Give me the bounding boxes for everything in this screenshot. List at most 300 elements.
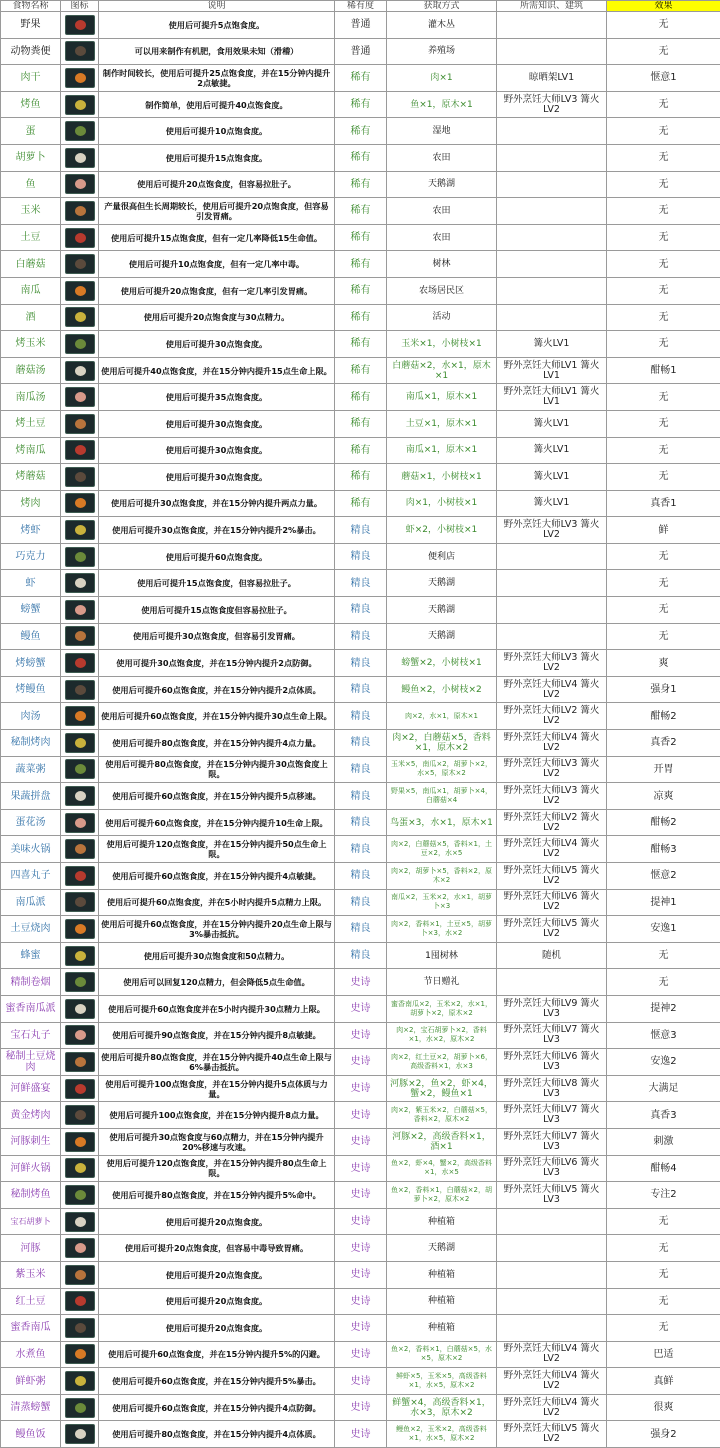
berry-icon — [65, 15, 95, 35]
food-description: 使用后可提升30点饱食度，并在15分钟内提升两点力量。 — [99, 490, 335, 517]
food-icon-cell — [61, 969, 99, 996]
knowledge-cell — [497, 1261, 607, 1288]
table-row — [1, 1182, 720, 1209]
rarity-label: 史诗 — [335, 969, 387, 996]
food-name: 鳗鱼饭 — [1, 1421, 61, 1448]
effect-cell: 大满足 — [607, 1075, 720, 1102]
source-cell: 南瓜×1，原木×1 — [387, 384, 497, 411]
knowledge-cell: 野外烹饪大师LV1 篝火LV1 — [497, 384, 607, 411]
food-icon-cell — [61, 676, 99, 703]
food-icon-cell — [61, 490, 99, 517]
effect-cell: 提神2 — [607, 995, 720, 1022]
table-row — [1, 889, 720, 916]
header-icon: 图标 — [61, 1, 99, 12]
potato-icon — [65, 228, 95, 248]
source-cell: 鱼×2，香料×1，白蘑菇×2，胡萝卜×2，原木×2 — [387, 1182, 497, 1209]
source-cell: 河豚×2，高级香料×1，酒×1 — [387, 1128, 497, 1155]
food-description: 使用后可提升120点饱食度，并在15分钟内提升50点生命上限。 — [99, 836, 335, 863]
knowledge-cell: 野外烹饪大师LV6 篝火LV3 — [497, 1155, 607, 1182]
header-desc: 说明 — [99, 1, 335, 12]
roasted-eel-icon — [65, 680, 95, 700]
food-description: 使用后可提升100点饱食度，并在15分钟内提升8点力量。 — [99, 1102, 335, 1129]
knowledge-cell: 篝火LV1 — [497, 437, 607, 464]
effect-cell: 无 — [607, 91, 720, 118]
food-icon-cell — [61, 1315, 99, 1342]
rarity-label: 史诗 — [335, 1288, 387, 1315]
effect-cell: 强身2 — [607, 1421, 720, 1448]
source-cell: 农田 — [387, 224, 497, 251]
source-cell: 鱼×2，虾×4，蟹×2，高级香料×1，水×5 — [387, 1155, 497, 1182]
food-icon-cell — [61, 65, 99, 92]
food-description: 使用后可提升30点饱食度，但容易引发胃痛。 — [99, 623, 335, 650]
food-description: 使用后可提升80点饱食度，并在15分钟内提升40点生命上限与6%暴击抵抗。 — [99, 1049, 335, 1076]
shrimp-icon — [65, 573, 95, 593]
effect-cell: 无 — [607, 198, 720, 225]
effect-cell: 无 — [607, 1288, 720, 1315]
rarity-label: 史诗 — [335, 1368, 387, 1395]
food-icon-cell — [61, 277, 99, 304]
food-icon-cell — [61, 597, 99, 624]
source-cell: 肉×2，红土豆×2，胡萝卜×6，高级香料×1，水×3 — [387, 1049, 497, 1076]
knowledge-cell — [497, 277, 607, 304]
pumpkin-pie-icon — [65, 892, 95, 912]
food-icon-cell — [61, 1261, 99, 1288]
food-name: 宝石丸子 — [1, 1022, 61, 1049]
knowledge-cell: 野外烹饪大师LV3 篝火LV2 — [497, 91, 607, 118]
roasted-crab-icon — [65, 653, 95, 673]
food-icon-cell — [61, 1341, 99, 1368]
steamed-crab-icon — [65, 1398, 95, 1418]
source-cell: 肉×2，香料×1，土豆×5，胡萝卜×3，水×2 — [387, 916, 497, 943]
effect-cell: 安逸2 — [607, 1049, 720, 1076]
knowledge-cell — [497, 1288, 607, 1315]
knowledge-cell — [497, 224, 607, 251]
food-description: 使用后可提升20点饱食度与30点精力。 — [99, 304, 335, 331]
food-description: 使用后可提升60点饱食度，并在5小时内提升5点精力上限。 — [99, 889, 335, 916]
table-row — [1, 703, 720, 730]
rarity-label: 稀有 — [335, 65, 387, 92]
food-name: 美味火锅 — [1, 836, 61, 863]
food-name: 河鲜盛宴 — [1, 1075, 61, 1102]
source-cell: 天鹅湖 — [387, 1235, 497, 1262]
table-row — [1, 384, 720, 411]
knowledge-cell — [497, 198, 607, 225]
rarity-label: 精良 — [335, 597, 387, 624]
fish-icon — [65, 174, 95, 194]
source-cell: 天鹅湖 — [387, 623, 497, 650]
table-row — [1, 517, 720, 544]
food-description: 使用可提升30点饱食度，并在15分钟内提升2点防御。 — [99, 650, 335, 677]
knowledge-cell — [497, 1315, 607, 1342]
rarity-label: 精良 — [335, 703, 387, 730]
food-icon-cell — [61, 1235, 99, 1262]
rarity-label: 稀有 — [335, 384, 387, 411]
food-name: 野果 — [1, 12, 61, 39]
effect-cell: 惬意1 — [607, 65, 720, 92]
food-name: 烤蘑菇 — [1, 464, 61, 491]
effect-cell: 专注2 — [607, 1182, 720, 1209]
table-row — [1, 331, 720, 358]
table-row — [1, 224, 720, 251]
food-name: 蜜香南瓜 — [1, 1315, 61, 1342]
effect-cell: 无 — [607, 384, 720, 411]
table-row — [1, 783, 720, 810]
knowledge-cell: 野外烹饪大师LV9 篝火LV3 — [497, 995, 607, 1022]
rarity-label: 稀有 — [335, 464, 387, 491]
food-icon-cell — [61, 1368, 99, 1395]
food-icon-cell — [61, 783, 99, 810]
food-icon-cell — [61, 889, 99, 916]
food-icon-cell — [61, 517, 99, 544]
hotpot-icon — [65, 839, 95, 859]
food-icon-cell — [61, 38, 99, 65]
food-description: 使用后可提升60点饱食度，并在15分钟内提升5%的闪避。 — [99, 1341, 335, 1368]
knowledge-cell: 野外烹饪大师LV2 篝火LV2 — [497, 703, 607, 730]
effect-cell: 真香1 — [607, 490, 720, 517]
table-row — [1, 118, 720, 145]
food-icon-cell — [61, 12, 99, 39]
table-row — [1, 597, 720, 624]
source-cell: 肉×2，白蘑菇×5，香料×1，原木×2 — [387, 730, 497, 757]
food-icon-cell — [61, 756, 99, 783]
food-name: 虾 — [1, 570, 61, 597]
source-cell: 鱼×2，香料×1，白蘑菇×5，水×5，原木×2 — [387, 1341, 497, 1368]
knowledge-cell: 野外烹饪大师LV3 篝火LV2 — [497, 756, 607, 783]
effect-cell: 无 — [607, 304, 720, 331]
food-icon-cell — [61, 995, 99, 1022]
food-description: 使用后可提升10点饱食度。 — [99, 118, 335, 145]
source-cell: 南瓜×2，玉米×2，水×1，胡萝卜×3 — [387, 889, 497, 916]
food-name: 紫玉米 — [1, 1261, 61, 1288]
table-row — [1, 676, 720, 703]
food-description: 使用后可提升30点饱食度。 — [99, 410, 335, 437]
source-cell: 土豆×1，原木×1 — [387, 410, 497, 437]
shrimp-porridge-icon — [65, 1371, 95, 1391]
food-description: 使用后可提升5点饱食度。 — [99, 12, 335, 39]
pumpkin-icon — [65, 281, 95, 301]
food-description: 使用后可提升30点饱食度和50点精力。 — [99, 942, 335, 969]
chocolate-icon — [65, 547, 95, 567]
rarity-label: 普通 — [335, 38, 387, 65]
table-row — [1, 1022, 720, 1049]
rarity-label: 精良 — [335, 650, 387, 677]
table-row — [1, 65, 720, 92]
table-row — [1, 1128, 720, 1155]
effect-cell: 真鲜 — [607, 1368, 720, 1395]
white-mushroom-icon — [65, 254, 95, 274]
food-name: 黄金烤肉 — [1, 1102, 61, 1129]
food-description: 使用后可提升60点饱食度并在5小时内提升30点精力上限。 — [99, 995, 335, 1022]
food-description: 制作简单，使用后可提升40点饱食度。 — [99, 91, 335, 118]
food-description: 使用后可提升60点饱食度，并在15分钟内提升2点体质。 — [99, 676, 335, 703]
table-row — [1, 171, 720, 198]
food-name: 蛋 — [1, 118, 61, 145]
food-description: 使用后可以回复120点精力，但会降低5点生命值。 — [99, 969, 335, 996]
effect-cell: 无 — [607, 12, 720, 39]
rarity-label: 精良 — [335, 730, 387, 757]
roasted-potato-icon — [65, 414, 95, 434]
golden-roast-icon — [65, 1105, 95, 1125]
rarity-label: 史诗 — [335, 1102, 387, 1129]
effect-cell: 鲜 — [607, 517, 720, 544]
food-name: 红土豆 — [1, 1288, 61, 1315]
food-name: 宝石胡萝卜 — [1, 1208, 61, 1235]
food-name: 秘制烤肉 — [1, 730, 61, 757]
rarity-label: 稀有 — [335, 331, 387, 358]
header-name: 食物名称 — [1, 1, 61, 12]
effect-cell: 爽 — [607, 650, 720, 677]
table-row — [1, 437, 720, 464]
knowledge-cell: 篝火LV1 — [497, 490, 607, 517]
food-name: 胡萝卜 — [1, 144, 61, 171]
effect-cell: 很爽 — [607, 1394, 720, 1421]
food-description: 使用后可提升20点饱食度。 — [99, 1315, 335, 1342]
knowledge-cell: 野外烹饪大师LV3 篝火LV2 — [497, 783, 607, 810]
food-description: 使用后可提升30点饱食度，并在15分钟内提升2%暴击。 — [99, 517, 335, 544]
crab-icon — [65, 600, 95, 620]
food-name: 蜜香南瓜派 — [1, 995, 61, 1022]
potato-stew-icon — [65, 919, 95, 939]
food-name: 烤螃蟹 — [1, 650, 61, 677]
food-name: 南瓜 — [1, 277, 61, 304]
source-cell: 养殖场 — [387, 38, 497, 65]
source-cell: 便利店 — [387, 543, 497, 570]
rarity-label: 史诗 — [335, 1022, 387, 1049]
knowledge-cell: 野外烹饪大师LV6 篝火LV3 — [497, 1049, 607, 1076]
roasted-pumpkin-icon — [65, 440, 95, 460]
effect-cell: 刺激 — [607, 1128, 720, 1155]
effect-cell: 惬意3 — [607, 1022, 720, 1049]
rarity-label: 精良 — [335, 942, 387, 969]
food-icon-cell — [61, 357, 99, 384]
source-cell: 野果×5，南瓜×1，胡萝卜×4，白蘑菇×4 — [387, 783, 497, 810]
food-name: 精制卷烟 — [1, 969, 61, 996]
food-description: 使用后可提升60点饱食度，并在15分钟内提升5%暴击。 — [99, 1368, 335, 1395]
food-description: 可以用来制作有机肥，食用效果未知（滑稽） — [99, 38, 335, 65]
mushroom-soup-icon — [65, 361, 95, 381]
knowledge-cell: 野外烹饪大师LV5 篝火LV2 — [497, 916, 607, 943]
effect-cell: 无 — [607, 464, 720, 491]
food-icon-cell — [61, 1155, 99, 1182]
food-name: 四喜丸子 — [1, 863, 61, 890]
knowledge-cell — [497, 597, 607, 624]
food-icon-cell — [61, 1421, 99, 1448]
veg-porridge-icon — [65, 759, 95, 779]
knowledge-cell — [497, 12, 607, 39]
effect-cell: 惬意2 — [607, 863, 720, 890]
table-row — [1, 12, 720, 39]
food-description: 使用后可提升80点饱食度，并在15分钟内提升4点体质。 — [99, 1421, 335, 1448]
food-name: 酒 — [1, 304, 61, 331]
knowledge-cell — [497, 118, 607, 145]
knowledge-cell — [497, 969, 607, 996]
table-row — [1, 1075, 720, 1102]
honey-pumpkin-pie-icon — [65, 999, 95, 1019]
effect-cell: 无 — [607, 118, 720, 145]
source-cell: 虾×2，小树枝×1 — [387, 517, 497, 544]
food-name: 南瓜汤 — [1, 384, 61, 411]
header-knowledge: 所需知识、建筑 — [497, 1, 607, 12]
food-icon-cell — [61, 570, 99, 597]
rarity-label: 史诗 — [335, 1235, 387, 1262]
rarity-label: 稀有 — [335, 304, 387, 331]
food-description: 使用后可提升35点饱食度。 — [99, 384, 335, 411]
knowledge-cell: 野外烹饪大师LV5 篝火LV3 — [497, 1182, 607, 1209]
cigarette-icon — [65, 972, 95, 992]
source-cell: 活动 — [387, 304, 497, 331]
source-cell: 节日赠礼 — [387, 969, 497, 996]
knowledge-cell: 篝火LV1 — [497, 464, 607, 491]
effect-cell: 无 — [607, 543, 720, 570]
roasted-mushroom-icon — [65, 467, 95, 487]
source-cell: 种植箱 — [387, 1288, 497, 1315]
effect-cell: 安逸1 — [607, 916, 720, 943]
food-name: 河鲜火锅 — [1, 1155, 61, 1182]
rarity-label: 史诗 — [335, 1261, 387, 1288]
food-name: 烤南瓜 — [1, 437, 61, 464]
source-cell: 天鹅湖 — [387, 597, 497, 624]
table-row — [1, 1341, 720, 1368]
rarity-label: 稀有 — [335, 437, 387, 464]
source-cell: 蘑菇×1，小树枝×1 — [387, 464, 497, 491]
table-row — [1, 543, 720, 570]
rarity-label: 史诗 — [335, 1155, 387, 1182]
source-cell: 肉×1，小树枝×1 — [387, 490, 497, 517]
effect-cell: 无 — [607, 1315, 720, 1342]
knowledge-cell: 野外烹饪大师LV6 篝火LV2 — [497, 889, 607, 916]
food-icon-cell — [61, 118, 99, 145]
table-row — [1, 1235, 720, 1262]
source-cell: 南瓜×1，原木×1 — [387, 437, 497, 464]
source-cell: 鳗鱼×2，玉米×2，高级香料×1，水×5，原木×2 — [387, 1421, 497, 1448]
effect-cell: 开胃 — [607, 756, 720, 783]
food-name: 玉米 — [1, 198, 61, 225]
table-row — [1, 1208, 720, 1235]
header-row — [1, 1, 720, 12]
effect-cell: 无 — [607, 251, 720, 278]
knowledge-cell: 野外烹饪大师LV4 篝火LV2 — [497, 730, 607, 757]
rarity-label: 精良 — [335, 889, 387, 916]
knowledge-cell — [497, 38, 607, 65]
food-description: 使用后可提升120点饱食度，并在15分钟内提升80点生命上限。 — [99, 1155, 335, 1182]
food-description: 使用后可提升60点饱食度。 — [99, 543, 335, 570]
source-cell: 鳗鱼×2，小树枝×2 — [387, 676, 497, 703]
secret-roast-icon — [65, 733, 95, 753]
table-row — [1, 1155, 720, 1182]
table-row — [1, 1102, 720, 1129]
food-icon-cell — [61, 1182, 99, 1209]
food-name: 烤肉 — [1, 490, 61, 517]
knowledge-cell — [497, 623, 607, 650]
food-name: 水煮鱼 — [1, 1341, 61, 1368]
food-name: 土豆 — [1, 224, 61, 251]
food-icon-cell — [61, 144, 99, 171]
rarity-label: 史诗 — [335, 1341, 387, 1368]
food-name: 秘制土豆烧肉 — [1, 1049, 61, 1076]
rarity-label: 史诗 — [335, 1182, 387, 1209]
table-row — [1, 464, 720, 491]
carrot-icon — [65, 148, 95, 168]
river-feast-icon — [65, 1079, 95, 1099]
food-description: 使用后可提升15点饱食度。 — [99, 144, 335, 171]
source-cell: 种植箱 — [387, 1261, 497, 1288]
food-name: 烤鱼 — [1, 91, 61, 118]
effect-cell: 酣畅2 — [607, 809, 720, 836]
knowledge-cell: 野外烹饪大师LV4 篝火LV2 — [497, 1368, 607, 1395]
source-cell: 肉×1 — [387, 65, 497, 92]
food-name: 蘑菇汤 — [1, 357, 61, 384]
table-row — [1, 623, 720, 650]
table-row — [1, 1394, 720, 1421]
rarity-label: 稀有 — [335, 410, 387, 437]
rarity-label: 稀有 — [335, 198, 387, 225]
food-description: 使用后可提升15点饱食度，但容易拉肚子。 — [99, 570, 335, 597]
food-icon-cell — [61, 437, 99, 464]
food-name: 白蘑菇 — [1, 251, 61, 278]
rarity-label: 精良 — [335, 756, 387, 783]
food-name: 巧克力 — [1, 543, 61, 570]
rarity-label: 普通 — [335, 12, 387, 39]
food-icon-cell — [61, 1102, 99, 1129]
corn-icon — [65, 201, 95, 221]
effect-cell: 酣畅4 — [607, 1155, 720, 1182]
eel-rice-icon — [65, 1424, 95, 1444]
rarity-label: 史诗 — [335, 995, 387, 1022]
source-cell: 玉米×5，南瓜×2，胡萝卜×2，水×5，原木×2 — [387, 756, 497, 783]
food-description: 使用后可提升40点饱食度，并在15分钟内提升15点生命上限。 — [99, 357, 335, 384]
knowledge-cell: 野外烹饪大师LV5 篝火LV2 — [497, 863, 607, 890]
table-row — [1, 357, 720, 384]
food-icon-cell — [61, 464, 99, 491]
food-name: 鳗鱼 — [1, 623, 61, 650]
food-name: 河豚刺生 — [1, 1128, 61, 1155]
food-icon-cell — [61, 942, 99, 969]
effect-cell: 提神1 — [607, 889, 720, 916]
food-name: 清蒸螃蟹 — [1, 1394, 61, 1421]
knowledge-cell: 篝火LV1 — [497, 410, 607, 437]
knowledge-cell: 野外烹饪大师LV4 篝火LV2 — [497, 1341, 607, 1368]
table-row — [1, 144, 720, 171]
food-icon-cell — [61, 836, 99, 863]
food-description: 使用后可提升100点饱食度，并在15分钟内提升5点体质与力量。 — [99, 1075, 335, 1102]
food-icon-cell — [61, 410, 99, 437]
food-name: 果蔬拼盘 — [1, 783, 61, 810]
effect-cell: 凉爽 — [607, 783, 720, 810]
food-name: 鱼 — [1, 171, 61, 198]
effect-cell: 巴适 — [607, 1341, 720, 1368]
food-name: 河豚 — [1, 1235, 61, 1262]
effect-cell: 无 — [607, 1235, 720, 1262]
roasted-corn-icon — [65, 334, 95, 354]
food-icon-cell — [61, 1075, 99, 1102]
knowledge-cell: 篝火LV1 — [497, 331, 607, 358]
food-name: 南瓜派 — [1, 889, 61, 916]
rarity-label: 稀有 — [335, 118, 387, 145]
food-description: 使用后可提升60点饱食度，并在15分钟内提升5点移速。 — [99, 783, 335, 810]
knowledge-cell — [497, 304, 607, 331]
rarity-label: 史诗 — [335, 1394, 387, 1421]
source-cell: 农田 — [387, 198, 497, 225]
pufferfish-icon — [65, 1238, 95, 1258]
source-cell: 灌木丛 — [387, 12, 497, 39]
food-name: 肉干 — [1, 65, 61, 92]
river-hotpot-icon — [65, 1158, 95, 1178]
honey-icon — [65, 946, 95, 966]
secret-grilled-fish-icon — [65, 1185, 95, 1205]
food-name: 烤玉米 — [1, 331, 61, 358]
food-description: 使用后可提升80点饱食度，并在15分钟内提升30点饱食度上限。 — [99, 756, 335, 783]
rarity-label: 精良 — [335, 916, 387, 943]
